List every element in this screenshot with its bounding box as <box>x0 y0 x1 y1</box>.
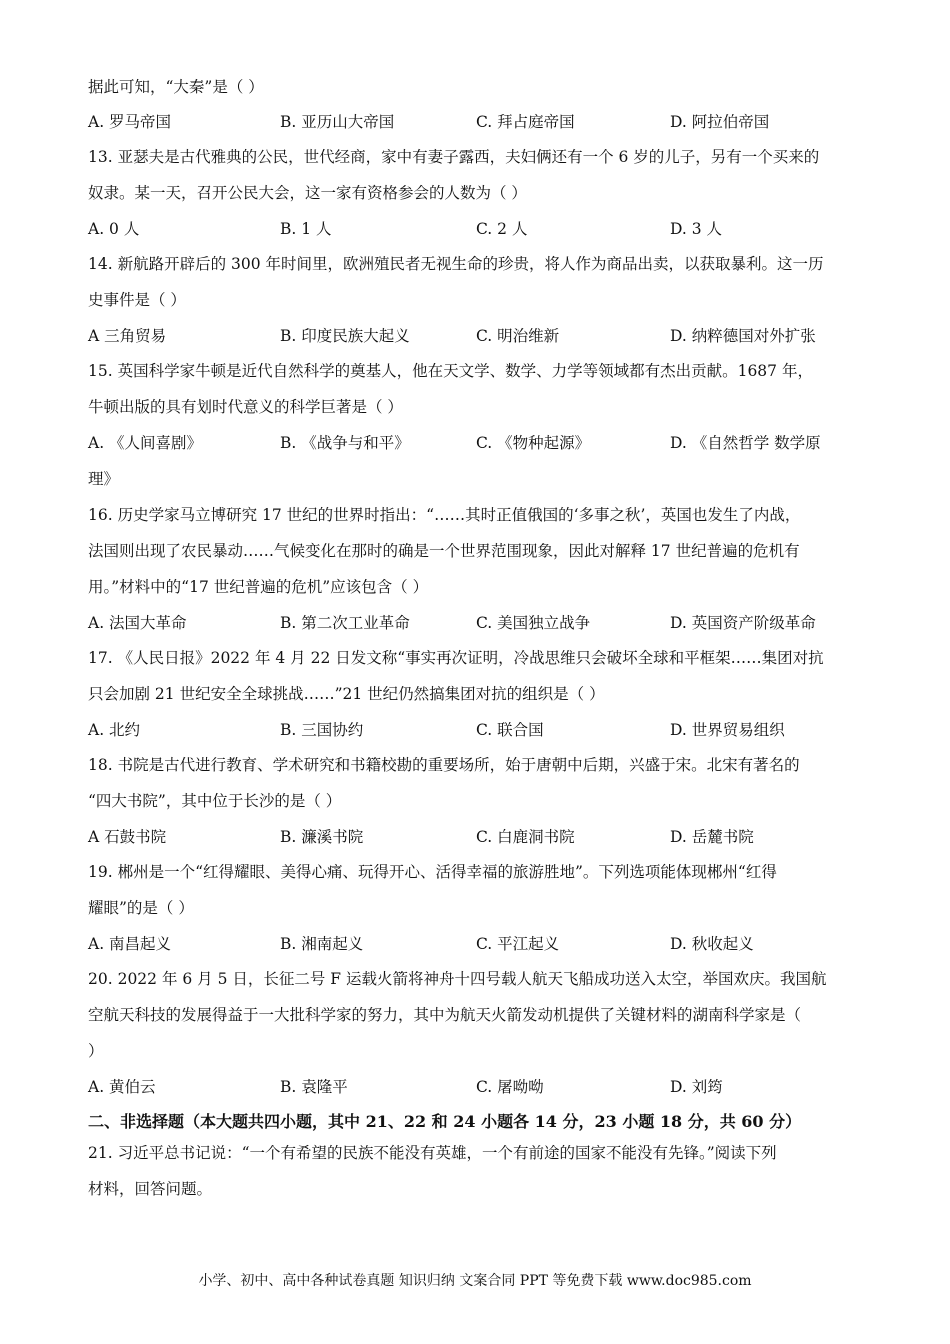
question-16-line-1: 16. 历史学家马立博研究 17 世纪的世界时指出：“……其时正值俄国的‘多事之秋’，英国也发生了内战， <box>88 506 801 524</box>
option-b: B. 亚历山大帝国 <box>280 113 395 131</box>
option-c: C. 《物种起源》 <box>476 434 591 452</box>
question-19-line-1: 19. 郴州是一个“红得耀眼、美得心痛、玩得开心、活得幸福的旅游胜地”。下列选项能体现郴州“红得 <box>88 863 777 881</box>
option-d: D. 岳麓书院 <box>670 828 754 846</box>
option-d: D. 刘筠 <box>670 1078 723 1096</box>
option-c: C. 2 人 <box>476 220 528 238</box>
question-12-tail: 据此可知，“大秦”是（ ） <box>88 78 264 96</box>
option-b: B. 三国协约 <box>280 721 364 739</box>
option-a: A. 罗马帝国 <box>88 113 172 131</box>
section-heading-non-choice: 二、非选择题（本大题共四小题，其中 21、22 和 24 小题各 14 分，23 小题 18 分，共 60 分） <box>88 1112 802 1131</box>
option-b: B. 湘南起义 <box>280 935 364 953</box>
question-21-line-2: 材料，回答问题。 <box>88 1180 213 1198</box>
page-footer: 小学、初中、高中各种试卷真题 知识归纳 文案合同 PPT 等免费下载 www.doc985.com <box>198 1273 752 1289</box>
option-c: C. 拜占庭帝国 <box>476 113 575 131</box>
question-13-line-1: 13. 亚瑟夫是古代雅典的公民，世代经商，家中有妻子露西，夫妇俩还有一个 6 岁的儿子，另有一个买来的 <box>88 148 820 166</box>
option-b: B. 濂溪书院 <box>280 828 364 846</box>
option-d: D. 秋收起义 <box>670 935 754 953</box>
question-13-line-2: 奴隶。某一天，召开公民大会，这一家有资格参会的人数为（ ） <box>88 184 527 202</box>
option-c: C. 屠呦呦 <box>476 1078 544 1096</box>
option-c: C. 美国独立战争 <box>476 614 591 632</box>
question-14-line-2: 史事件是（ ） <box>88 291 186 309</box>
option-a: A. 北约 <box>88 721 141 739</box>
question-14-line-1: 14. 新航路开辟后的 300 年时间里，欧洲殖民者无视生命的珍贵，将人作为商品出卖，以获取暴利。这一历 <box>88 255 824 273</box>
question-20-line-1: 20. 2022 年 6 月 5 日，长征二号 F 运载火箭将神舟十四号载人航天飞船成功送入太空，举国欢庆。我国航 <box>88 970 827 988</box>
question-15-line-2: 牛顿出版的具有划时代意义的科学巨著是（ ） <box>88 398 403 416</box>
option-a: A. 0 人 <box>88 220 140 238</box>
question-16-line-2: 法国则出现了农民暴动……气候变化在那时的确是一个世界范围现象，因此对解释 17 世纪普遍的危机有 <box>88 542 800 560</box>
option-c: C. 明治维新 <box>476 327 560 345</box>
question-18-line-2: “四大书院”，其中位于长沙的是（ ） <box>88 792 342 810</box>
option-c: C. 联合国 <box>476 721 544 739</box>
option-b: B. 袁隆平 <box>280 1078 348 1096</box>
option-c: C. 白鹿洞书院 <box>476 828 575 846</box>
question-17-line-1: 17. 《人民日报》2022 年 4 月 22 日发文称“事实再次证明，冷战思维只会破坏全球和平框架……集团对抗 <box>88 649 824 667</box>
option-b: B. 1 人 <box>280 220 332 238</box>
option-a: A. 黄伯云 <box>88 1078 156 1096</box>
option-d: D. 纳粹德国对外扩张 <box>670 327 816 345</box>
option-a: A 三角贸易 <box>88 327 167 345</box>
question-20-line-2: 空航天科技的发展得益于一大批科学家的努力，其中为航天火箭发动机提供了关键材料的湖南科学家是（ <box>88 1006 802 1024</box>
question-15-option-d-wrap: 理》 <box>88 470 120 488</box>
question-15-line-1: 15. 英国科学家牛顿是近代自然科学的奠基人，他在天文学、数学、力学等领域都有杰出贡献。1687 年， <box>88 362 813 380</box>
option-a: A 石鼓书院 <box>88 828 167 846</box>
question-21-line-1: 21. 习近平总书记说：“一个有希望的民族不能没有英雄，一个有前途的国家不能没有先锋。”阅读下列 <box>88 1144 777 1162</box>
option-a: A. 南昌起义 <box>88 935 172 953</box>
question-18-line-1: 18. 书院是古代进行教育、学术研究和书籍校勘的重要场所，始于唐朝中后期，兴盛于宋。北宋有著名的 <box>88 756 800 774</box>
option-d: D. 世界贸易组织 <box>670 721 785 739</box>
question-19-line-2: 耀眼”的是（ ） <box>88 899 194 917</box>
option-b: B. 第二次工业革命 <box>280 614 410 632</box>
option-b: B. 《战争与和平》 <box>280 434 410 452</box>
option-d: D. 3 人 <box>670 220 723 238</box>
question-17-line-2: 只会加剧 21 世纪安全全球挑战……”21 世纪仍然搞集团对抗的组织是（ ） <box>88 685 605 703</box>
question-20-line-3: ） <box>88 1042 104 1060</box>
option-d: D. 英国资产阶级革命 <box>670 614 816 632</box>
option-d: D. 阿拉伯帝国 <box>670 113 770 131</box>
option-b: B. 印度民族大起义 <box>280 327 410 345</box>
option-d: D. 《自然哲学 数学原 <box>670 434 821 452</box>
option-a: A. 法国大革命 <box>88 614 187 632</box>
option-a: A. 《人间喜剧》 <box>88 434 203 452</box>
option-c: C. 平江起义 <box>476 935 560 953</box>
question-16-line-3: 用。”材料中的“17 世纪普遍的危机”应该包含（ ） <box>88 578 429 596</box>
